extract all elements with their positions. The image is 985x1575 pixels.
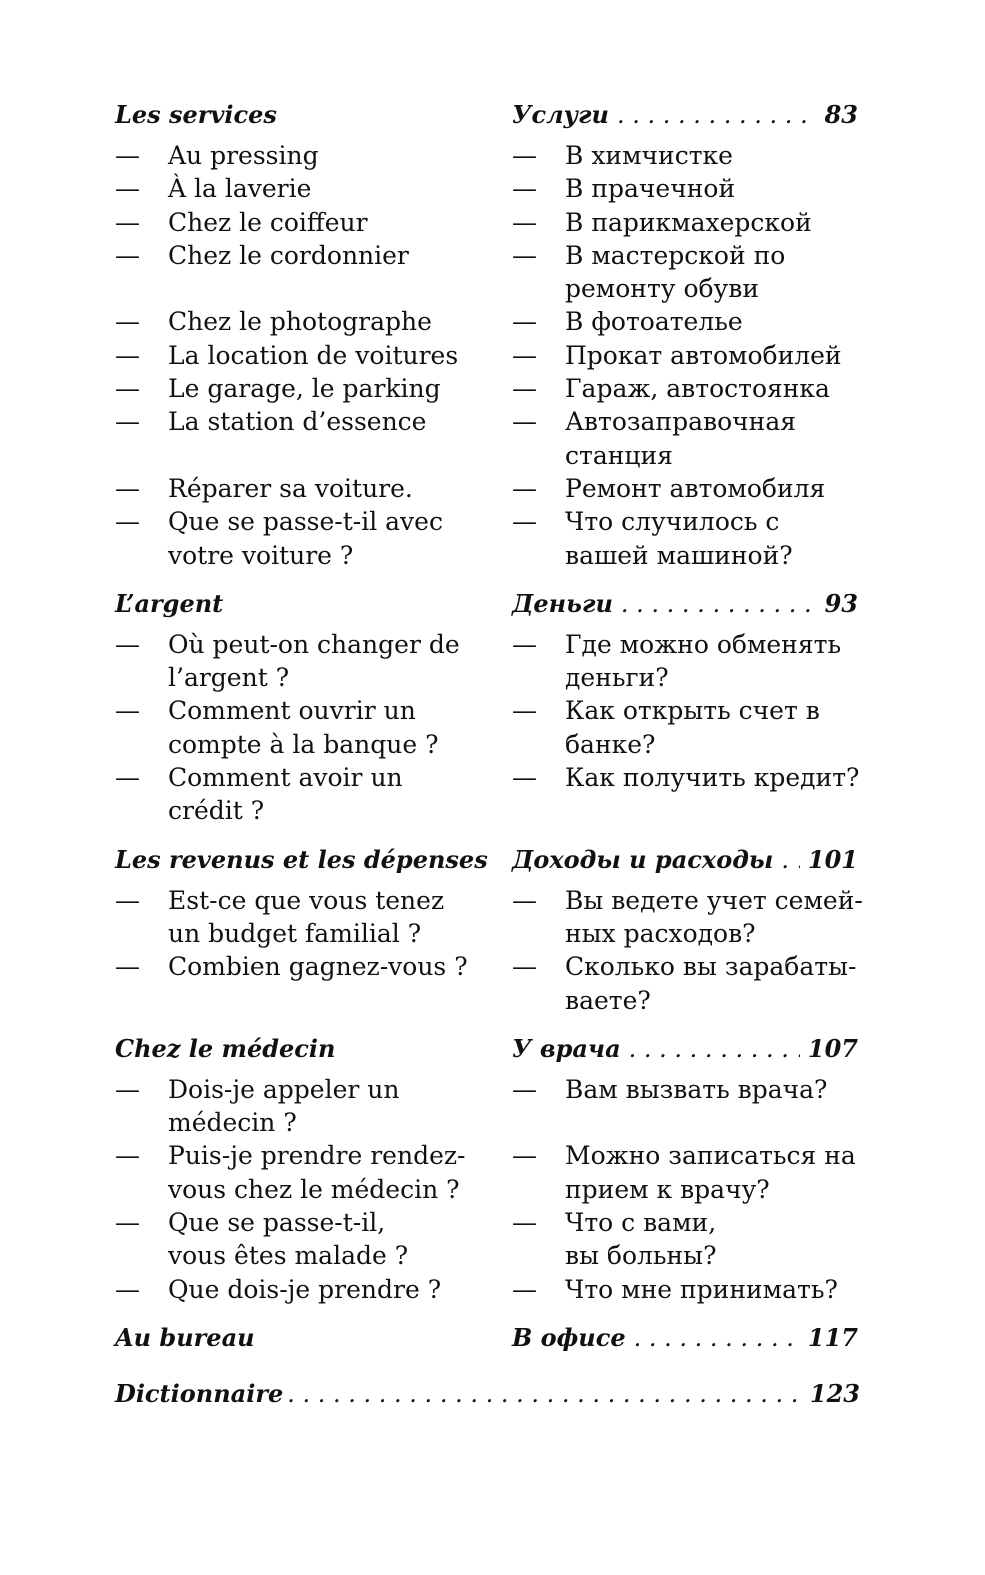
- entry-fr-line: Est-ce que vous tenez: [168, 885, 445, 915]
- page-number: 83: [824, 100, 858, 129]
- section-heading: [115, 1321, 860, 1355]
- dash: —: [512, 340, 537, 370]
- entry-ru-line: В парикмахерской: [565, 207, 812, 237]
- entry-row: [115, 761, 860, 828]
- entry-fr-line: Chez le cordonnier: [168, 240, 409, 270]
- entry-ru-line: В химчистке: [565, 141, 733, 170]
- entry-ru-lines: [565, 206, 812, 239]
- entry-ru: [512, 884, 863, 951]
- section-title-ru-row: [512, 1032, 858, 1066]
- entry-ru-lines: [565, 1273, 838, 1306]
- entry-ru-line: Сколько вы зарабаты-: [565, 952, 857, 982]
- dash: —: [512, 1074, 537, 1104]
- entry-fr-line: crédit ?: [168, 796, 265, 826]
- dot-leader: [621, 587, 817, 621]
- entry-ru-line: Гараж, автостоянка: [565, 374, 830, 404]
- entry-fr-line: Que se passe-t-il,: [168, 1208, 386, 1238]
- entry-fr-line: La location de voitures: [168, 340, 459, 370]
- dash: —: [115, 207, 140, 237]
- entry-row: [115, 950, 860, 1017]
- section-heading: [115, 587, 860, 621]
- entry-fr-lines: [168, 505, 443, 572]
- entry-ru-line: Можно записаться на: [565, 1141, 856, 1171]
- dash: —: [512, 952, 537, 982]
- entry-ru: [512, 1206, 858, 1273]
- entry-fr-line: Où peut-on changer de: [168, 629, 460, 659]
- entry-ru-line: станция: [565, 440, 673, 470]
- entry-fr-lines: [168, 139, 319, 172]
- entry-ru: [512, 505, 858, 572]
- dash: —: [115, 952, 140, 982]
- entry-fr: [115, 694, 512, 761]
- section-title-fr: Chez le médecin: [115, 1033, 336, 1063]
- dash: —: [512, 763, 537, 793]
- dash: —: [115, 141, 140, 170]
- entry-fr-lines: [168, 339, 458, 372]
- dash: —: [512, 207, 537, 237]
- dictionary-entry: [115, 1377, 860, 1411]
- entry-fr-line: Comment avoir un: [168, 763, 403, 793]
- entry-ru-line: В прачечной: [565, 174, 736, 204]
- entry-fr: [115, 472, 512, 505]
- entry-ru-line: Прокат автомобилей: [565, 340, 842, 370]
- dash: —: [115, 473, 140, 503]
- section-title-fr: Au bureau: [115, 1322, 255, 1352]
- entry-row: [115, 1073, 860, 1140]
- dictionary-label: Dictionnaire: [115, 1378, 284, 1408]
- entry-ru-line: вашей машиной?: [565, 540, 793, 570]
- section-title-ru: В офисе: [512, 1322, 626, 1352]
- entry-row: [115, 339, 860, 372]
- section-title-ru: Деньги: [512, 588, 613, 618]
- entry-row: [115, 1139, 860, 1206]
- entry-fr-lines: [168, 1073, 399, 1140]
- entry-fr-lines: [168, 472, 413, 505]
- section-title-ru: Доходы и расходы: [512, 844, 774, 874]
- entry-fr-lines: [168, 694, 439, 761]
- page-number: 123: [809, 1378, 860, 1408]
- entry-ru-lines: [565, 505, 793, 572]
- entry-fr-line: médecin ?: [168, 1108, 297, 1138]
- entry-fr: [115, 239, 512, 306]
- entry-ru-line: Как получить кредит?: [565, 763, 860, 793]
- dash: —: [512, 507, 537, 537]
- entry-ru-line: ных расходов?: [565, 918, 756, 948]
- entry-ru-line: прием к врачу?: [565, 1174, 770, 1204]
- dash: —: [512, 374, 537, 404]
- table-of-contents: [115, 98, 863, 1411]
- dash: —: [115, 240, 140, 270]
- entry-ru-lines: [565, 305, 743, 338]
- entry-ru-line: банке?: [565, 729, 656, 759]
- entry-ru: [512, 172, 858, 205]
- entry-ru: [512, 305, 858, 338]
- entry-row: [115, 305, 860, 338]
- entry-fr-line: Le garage, le parking: [168, 374, 441, 404]
- entry-ru-lines: [565, 761, 859, 828]
- entry-fr-lines: [168, 372, 441, 405]
- entry-ru: [512, 239, 858, 306]
- entry-row: [115, 1273, 860, 1306]
- entry-fr: [115, 1206, 512, 1273]
- dot-leader: [781, 843, 800, 877]
- entry-ru-lines: [565, 950, 856, 1017]
- entry-fr-line: Combien gagnez-vous ?: [168, 952, 468, 982]
- entry-fr-line: Chez le coiffeur: [168, 207, 368, 237]
- entry-row: [115, 372, 860, 405]
- entry-fr-lines: [168, 239, 409, 306]
- entry-fr-lines: [168, 1139, 466, 1206]
- entry-ru-line: Ремонт автомобиля: [565, 473, 826, 503]
- entry-fr: [115, 305, 512, 338]
- entry-ru-lines: [565, 239, 785, 306]
- entry-fr-lines: [168, 761, 403, 828]
- dash: —: [512, 240, 537, 270]
- dash: —: [115, 1074, 140, 1104]
- entry-ru: [512, 761, 858, 828]
- entry-row: [115, 405, 860, 472]
- entry-fr-lines: [168, 628, 460, 695]
- entry-ru: [512, 206, 858, 239]
- entry-fr: [115, 405, 512, 472]
- dash: —: [512, 307, 537, 337]
- entry-fr-line: Que se passe-t-il avec: [168, 507, 443, 537]
- entry-ru-lines: [565, 884, 863, 951]
- entry-row: [115, 172, 860, 205]
- section-title-ru-row: [512, 1321, 858, 1355]
- dash: —: [115, 1208, 140, 1238]
- section-heading: [115, 98, 860, 132]
- entry-row: [115, 694, 860, 761]
- entry-fr: [115, 505, 512, 572]
- entry-fr: [115, 761, 512, 828]
- entry-ru: [512, 139, 858, 172]
- dash: —: [115, 885, 140, 915]
- entry-fr-lines: [168, 172, 311, 205]
- entry-fr-lines: [168, 206, 368, 239]
- entry-ru-lines: [565, 172, 735, 205]
- entry-row: [115, 505, 860, 572]
- dash: —: [512, 174, 537, 204]
- entry-fr-line: Puis-je prendre rendez-: [168, 1141, 466, 1171]
- dot-leader: [629, 1032, 800, 1066]
- entry-ru-lines: [565, 1206, 716, 1273]
- entry-ru-line: ремонту обуви: [565, 274, 759, 304]
- dash: —: [512, 1208, 537, 1238]
- entry-fr: [115, 884, 512, 951]
- dash: —: [115, 763, 140, 793]
- entry-row: [115, 139, 860, 172]
- entry-fr-line: La station d’essence: [168, 407, 427, 437]
- entry-fr-lines: [168, 405, 426, 472]
- entry-ru: [512, 472, 858, 505]
- dash: —: [512, 473, 537, 503]
- dash: —: [115, 629, 140, 659]
- entry-ru: [512, 405, 858, 472]
- entry-ru-lines: [565, 372, 830, 405]
- entry-ru-line: Как открыть счет в: [565, 696, 820, 726]
- entry-ru-lines: [565, 1073, 827, 1140]
- dash: —: [115, 307, 140, 337]
- section-title-fr: Les revenus et les dépenses: [115, 844, 488, 874]
- dash: —: [115, 340, 140, 370]
- entry-ru: [512, 628, 858, 695]
- entry-fr-line: Réparer sa voiture.: [168, 473, 413, 503]
- entry-ru-lines: [565, 139, 733, 172]
- entry-fr: [115, 1073, 512, 1140]
- entry-fr-lines: [168, 305, 432, 338]
- entry-fr: [115, 339, 512, 372]
- entry-ru-line: Вы ведете учет семей-: [565, 885, 863, 915]
- entry-fr-line: Chez le photographe: [168, 307, 432, 337]
- entry-fr-line: Dois-je appeler un: [168, 1074, 400, 1104]
- entry-ru-line: В фотоателье: [565, 307, 743, 337]
- entry-fr: [115, 950, 512, 1017]
- dash: —: [115, 1141, 140, 1171]
- dash: —: [512, 1274, 537, 1304]
- entry-fr-line: vous êtes malade ?: [168, 1241, 409, 1271]
- dot-leader: [634, 1321, 800, 1355]
- entry-ru-line: Автозаправочная: [565, 407, 796, 437]
- page-number: 93: [824, 588, 858, 618]
- entry-ru: [512, 1273, 858, 1306]
- page-number: 101: [807, 844, 858, 874]
- entry-fr-line: Au pressing: [168, 141, 319, 170]
- dash: —: [512, 407, 537, 437]
- entry-ru-line: Где можно обменять: [565, 629, 842, 659]
- dash: —: [115, 507, 140, 537]
- page-number: 107: [807, 1033, 858, 1063]
- entry-ru: [512, 1073, 858, 1140]
- entry-row: [115, 239, 860, 306]
- entry-ru: [512, 950, 858, 1017]
- entry-fr-lines: [168, 950, 468, 1017]
- entry-fr: [115, 139, 512, 172]
- section-title-fr: L’argent: [115, 588, 224, 618]
- entry-ru-line: вы больны?: [565, 1241, 717, 1271]
- entry-fr: [115, 206, 512, 239]
- entry-ru-line: Что с вами,: [565, 1208, 717, 1238]
- entry-ru: [512, 339, 858, 372]
- entry-ru-line: деньги?: [565, 663, 669, 693]
- entry-ru-line: ваете?: [565, 985, 651, 1015]
- dash: —: [512, 141, 537, 170]
- section-title-ru-row: [512, 98, 858, 132]
- entry-fr: [115, 1139, 512, 1206]
- entry-fr-lines: [168, 884, 444, 951]
- entry-ru-lines: [565, 472, 825, 505]
- section-title-ru-row: [512, 587, 858, 621]
- section-title-fr: Les services: [115, 100, 277, 129]
- entry-fr: [115, 372, 512, 405]
- dash: —: [115, 174, 140, 204]
- section-title-ru: У врача: [512, 1033, 621, 1063]
- dash: —: [512, 1141, 537, 1171]
- dash: —: [512, 629, 537, 659]
- entry-ru-line: Что случилось с: [565, 507, 780, 537]
- dot-leader: [287, 1377, 806, 1411]
- entry-fr: [115, 172, 512, 205]
- dash: —: [115, 696, 140, 726]
- entry-ru-line: Вам вызвать врача?: [565, 1074, 828, 1104]
- entry-fr-line: vous chez le médecin ?: [168, 1174, 460, 1204]
- entry-fr-line: un budget familial ?: [168, 918, 422, 948]
- entry-ru-lines: [565, 339, 842, 372]
- entry-row: [115, 206, 860, 239]
- entry-fr-line: Que dois-je prendre ?: [168, 1274, 442, 1304]
- entry-fr-line: votre voiture ?: [168, 540, 354, 570]
- dot-leader: [617, 98, 817, 132]
- dash: —: [115, 1274, 140, 1304]
- section-title-ru: Услуги: [512, 100, 609, 129]
- entry-fr-lines: [168, 1273, 441, 1306]
- entry-ru: [512, 1139, 858, 1206]
- entry-fr-line: compte à la banque ?: [168, 729, 439, 759]
- dash: —: [115, 407, 140, 437]
- entry-fr: [115, 628, 512, 695]
- entry-row: [115, 884, 863, 951]
- page-number: 117: [807, 1322, 858, 1352]
- entry-fr: [115, 1273, 512, 1306]
- entry-ru-line: В мастерской по: [565, 240, 786, 270]
- entry-ru-line: Что мне принимать?: [565, 1274, 838, 1304]
- entry-fr-line: À la laverie: [168, 174, 312, 204]
- entry-ru-lines: [565, 405, 796, 472]
- entry-ru-lines: [565, 1139, 856, 1206]
- entry-row: [115, 472, 860, 505]
- section-heading: [115, 1032, 860, 1066]
- dash: —: [115, 374, 140, 404]
- entry-fr-line: l’argent ?: [168, 663, 290, 693]
- entry-ru-lines: [565, 628, 841, 695]
- entry-fr-lines: [168, 1206, 408, 1273]
- section-heading: [115, 843, 860, 877]
- entry-ru: [512, 694, 858, 761]
- dash: —: [512, 696, 537, 726]
- entry-row: [115, 1206, 860, 1273]
- entry-fr-line: Comment ouvrir un: [168, 696, 416, 726]
- entry-ru: [512, 372, 858, 405]
- entry-ru-lines: [565, 694, 820, 761]
- entry-row: [115, 628, 860, 695]
- section-title-ru-row: [512, 843, 858, 877]
- dash: —: [512, 885, 537, 915]
